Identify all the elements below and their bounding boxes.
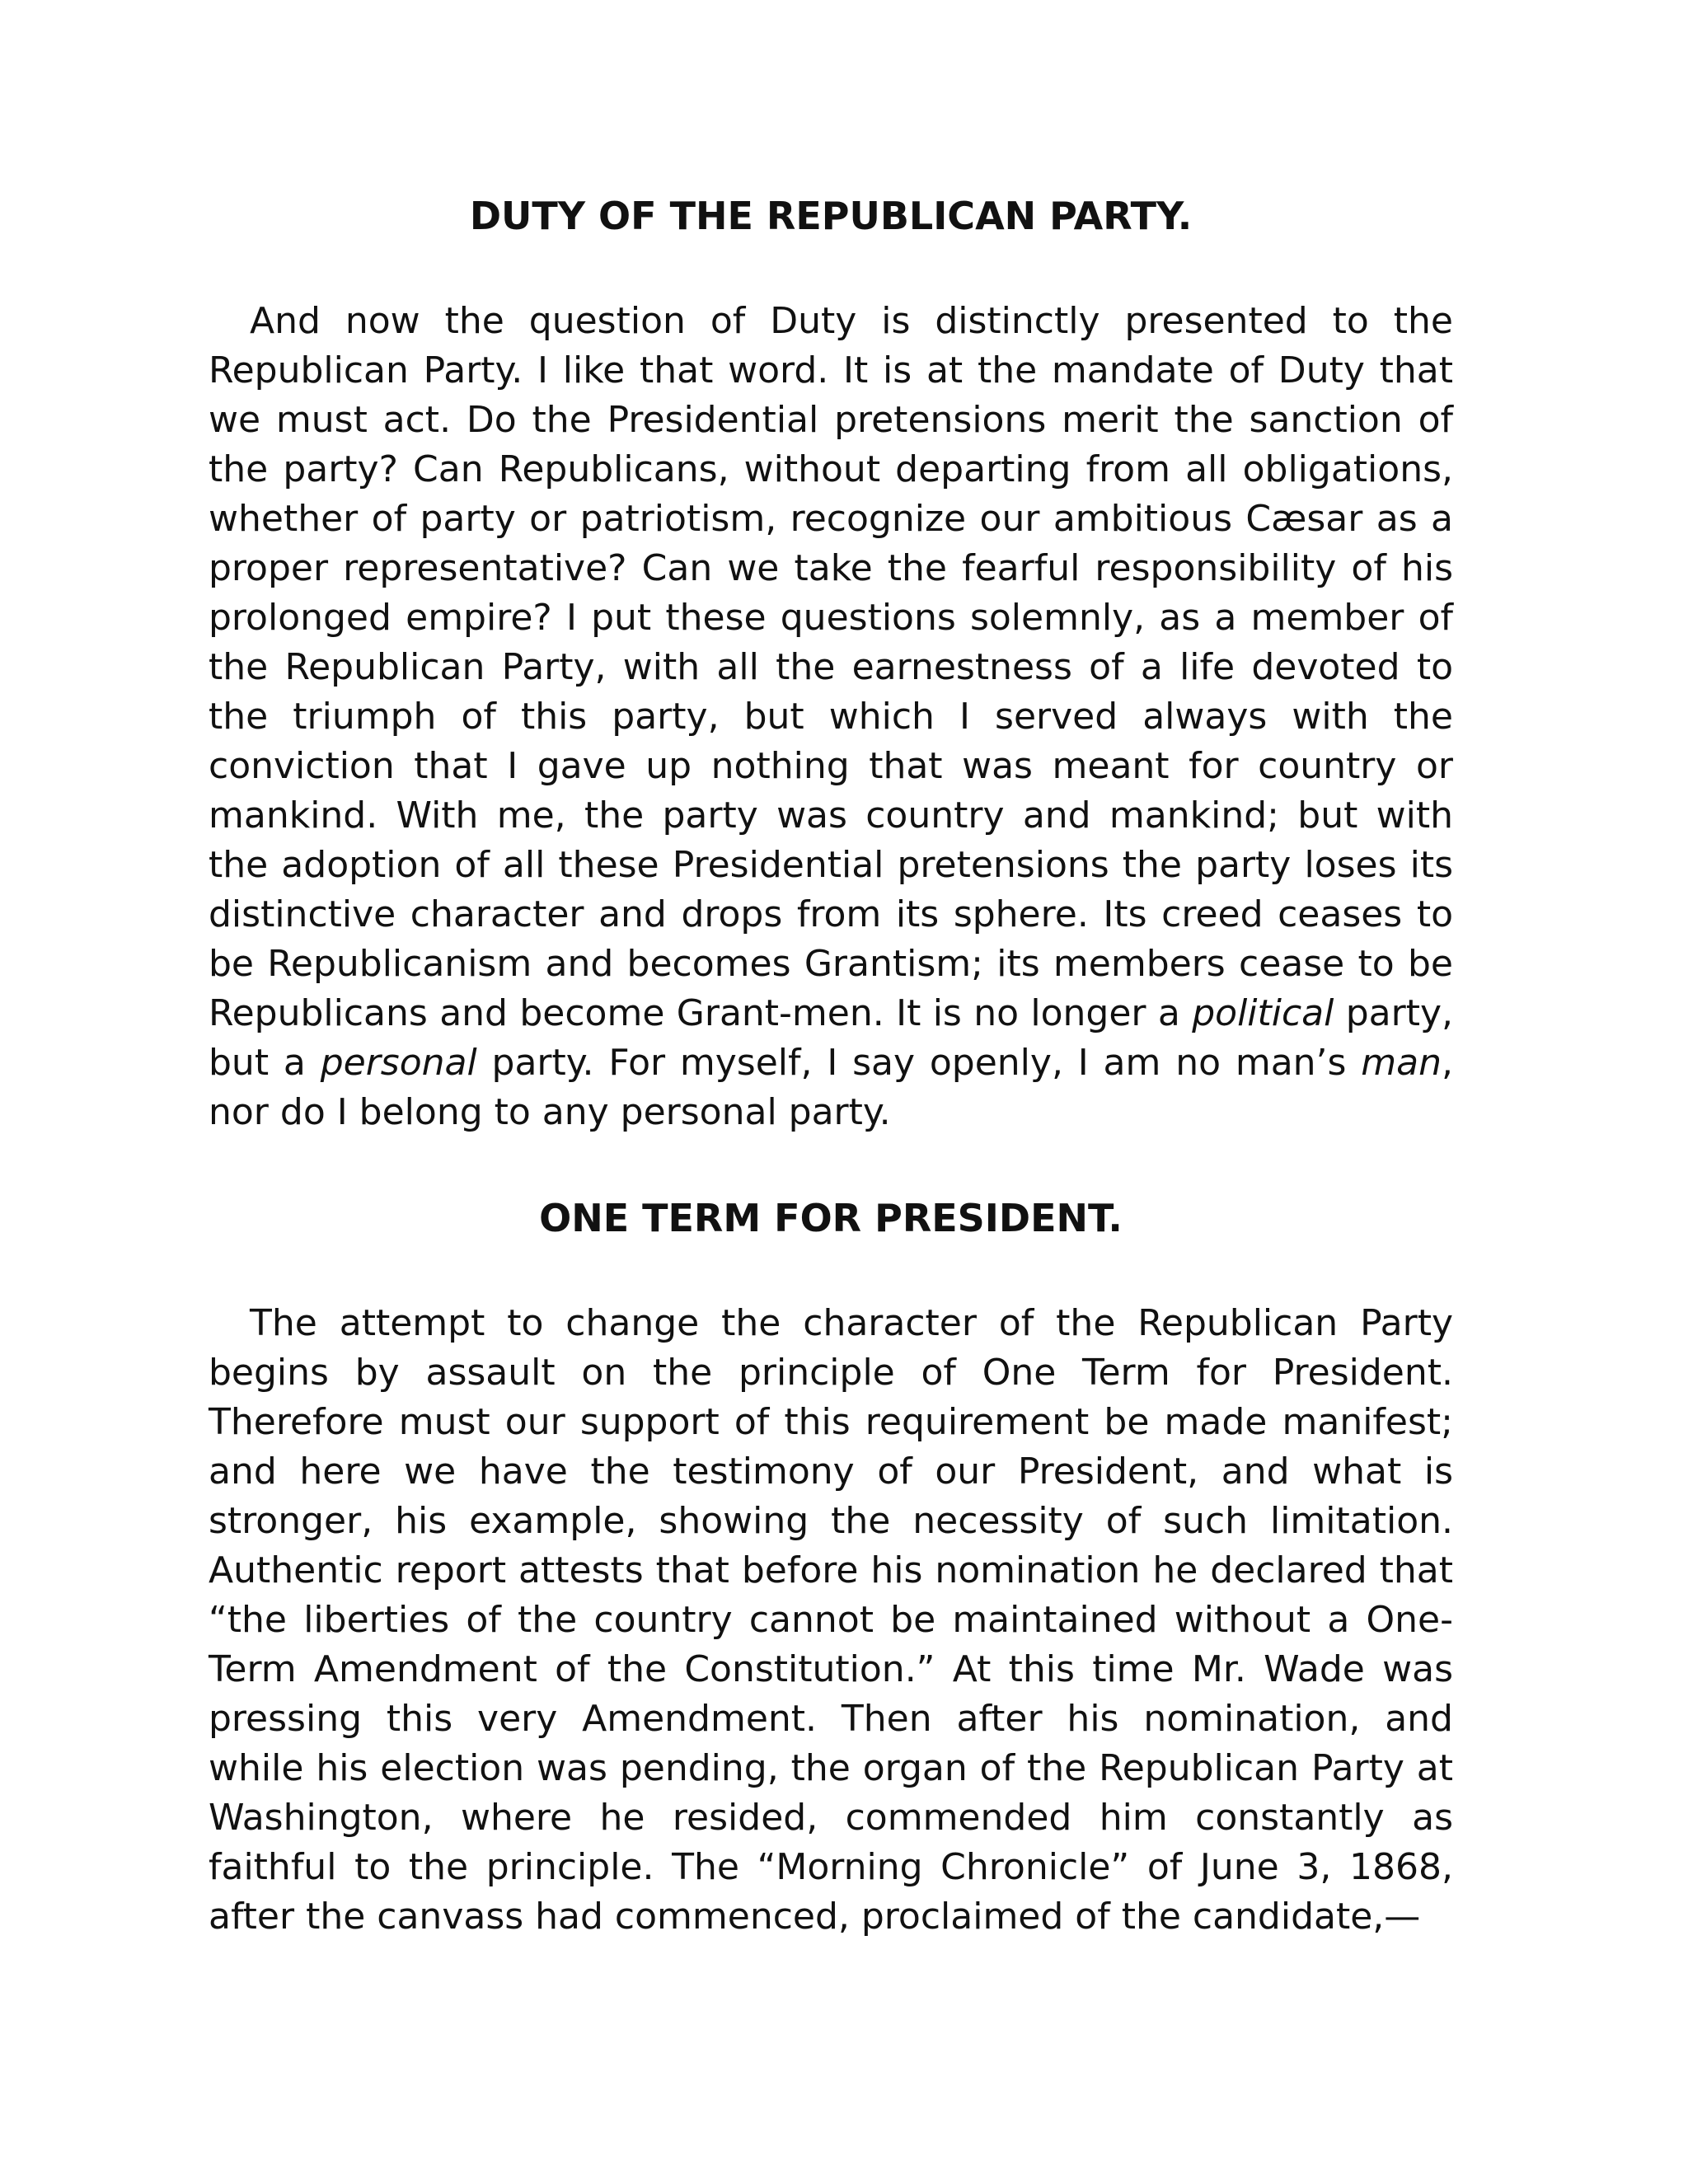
emphasis-political: political [1192, 992, 1334, 1034]
paragraph-text: And now the question of Duty is distinctly presented to the Republican Party. I like that word. It is at the mandate of Duty that we must act. Do the Presidential pretensions merit the sanction of the party? Can Republicans, without departing from all obligations, whether of party or patriotism, recognize our ambitious Cæsar as a proper representative? Can we take the fearful responsibility of his prolonged empire? I put these questions solemnly, as a member of the Republican Party, with all the earnestness of a life devoted to the triumph of this party, but which I served always with the conviction that I gave up nothing that was meant for country or mankind. With me, the party was country and mankind; but with the adoption of all these Presidential pretensions the party loses its distinctive character and drops from its sphere. Its creed ceases to be Republicanism and becomes Grantism; its members cease to be Republicans and become Grant-men. It is no longer a [209, 300, 1453, 1034]
paragraph-duty [209, 297, 1453, 1137]
document-page [209, 191, 1453, 1942]
emphasis-man: man [1361, 1042, 1442, 1084]
emphasis-personal: personal [320, 1042, 477, 1084]
paragraph-text: , nor do I belong to any personal party. [209, 1042, 1453, 1133]
section-heading-duty: DUTY OF THE REPUBLICAN PARTY. [469, 194, 1193, 238]
paragraph-one-term: The attempt to change the character of the Republican Party begins by assault on the principle of One Term for President. Therefore must our support of this requirement be made manifest; and here we have the testimony of our President, and what is stronger, his example, showing the necessity of such limitation. Authentic report attests that before his nomination he declared that “the liberties of the country cannot be maintained without a One-Term Amendment of the Constitution.” At this time Mr. Wade was pressing this very Amendment. Then after his nomination, and while his election was pending, the organ of the Republican Party at Washington, where he resided, commended him constantly as faithful to the principle. The “Morning Chronicle” of June 3, 1868, after the canvass had commenced, proclaimed of the candidate,— [209, 1302, 1453, 1938]
paragraph-text: party, but a [209, 992, 1454, 1084]
paragraph-text: party. For myself, I say openly, I am no man’s [476, 1042, 1362, 1084]
section-heading-one-term: ONE TERM FOR PRESIDENT. [539, 1196, 1123, 1240]
